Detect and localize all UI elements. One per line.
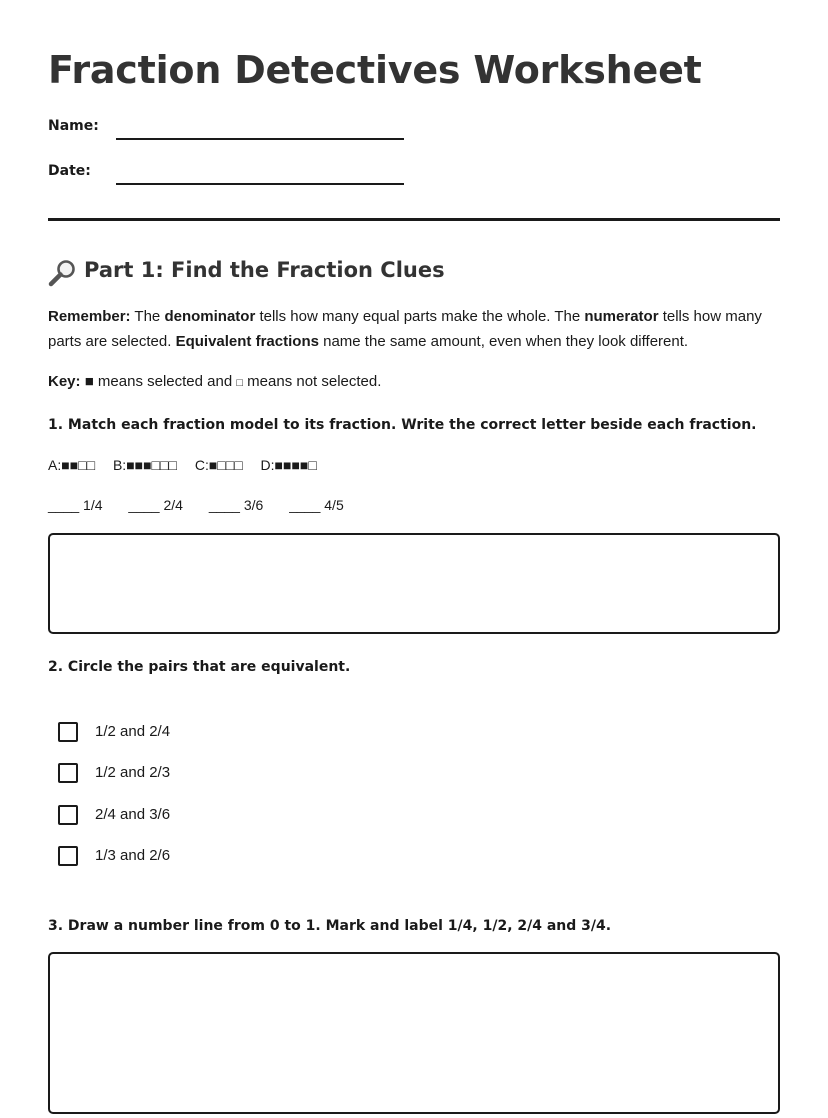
blank-fraction: 4/5 bbox=[324, 497, 344, 513]
date-label: Date: bbox=[48, 163, 91, 179]
blank-line: ____ bbox=[208, 497, 240, 513]
checkbox[interactable] bbox=[58, 805, 78, 825]
blank-fraction: 1/4 bbox=[83, 497, 103, 513]
blank-3-6[interactable] bbox=[209, 497, 264, 513]
choice-label: 1/2 and 2/4 bbox=[95, 723, 171, 740]
blank-line: ____ bbox=[128, 497, 160, 513]
question-3-prompt: 3. Draw a number line from 0 to 1. Mark and label 1/4, 1/2, 2/4 and 3/4. bbox=[48, 918, 612, 934]
model-squares: ■■□□ bbox=[61, 457, 96, 473]
part-title: Part 1: Find the Fraction Clues bbox=[84, 258, 445, 282]
checkbox[interactable] bbox=[58, 722, 78, 742]
remember-lead: Remember: bbox=[48, 308, 131, 325]
fraction-model-a bbox=[48, 457, 95, 473]
header-divider bbox=[48, 218, 780, 221]
question-3-answer-box[interactable] bbox=[48, 952, 780, 1114]
blank-fraction: 3/6 bbox=[243, 497, 264, 513]
page-title: Fraction Detectives Worksheet bbox=[48, 48, 702, 92]
checkbox[interactable] bbox=[58, 763, 78, 783]
name-field-row bbox=[48, 118, 408, 142]
remember-text: tells how many parts are selected. bbox=[48, 308, 762, 350]
key-lead: Key: bbox=[48, 373, 81, 390]
blank-line: ____ bbox=[289, 497, 321, 513]
remember-text: name the same amount, even when they look different. bbox=[318, 333, 689, 350]
fraction-models bbox=[48, 457, 331, 473]
blank-1-4[interactable] bbox=[48, 497, 103, 513]
choice-label: 2/4 and 3/6 bbox=[95, 806, 171, 823]
question-1-prompt: 1. Match each fraction model to its fraction. Write the correct letter beside each fraction. bbox=[48, 417, 757, 433]
remember-text: tells how many equal parts make the whole. The bbox=[255, 308, 585, 325]
model-squares: ■■■■□ bbox=[274, 457, 317, 473]
choice-label: 1/3 and 2/6 bbox=[95, 847, 171, 864]
blank-2-4[interactable] bbox=[128, 497, 183, 513]
checkbox[interactable] bbox=[58, 846, 78, 866]
model-letter: A: bbox=[48, 457, 62, 473]
remember-text: The bbox=[130, 308, 165, 325]
fraction-model-b bbox=[113, 457, 177, 473]
model-letter: B: bbox=[112, 457, 127, 473]
key-text: means selected and bbox=[93, 373, 237, 390]
name-label: Name: bbox=[48, 118, 99, 134]
blank-line: ____ bbox=[48, 497, 80, 513]
question-2-prompt: 2. Circle the pairs that are equivalent. bbox=[48, 659, 351, 675]
magnifying-glass-icon bbox=[48, 259, 78, 287]
empty-square-symbol: □ bbox=[236, 377, 243, 389]
fraction-blanks bbox=[48, 497, 366, 513]
numerator-term: numerator bbox=[584, 308, 659, 325]
name-field[interactable] bbox=[116, 138, 404, 140]
date-field-row bbox=[48, 163, 408, 187]
model-squares: ■□□□ bbox=[208, 457, 243, 473]
denominator-term: denominator bbox=[164, 308, 256, 325]
key-text: means not selected. bbox=[243, 373, 382, 390]
model-squares: ■■■□□□ bbox=[126, 457, 177, 473]
fraction-model-c bbox=[195, 457, 243, 473]
model-letter: C: bbox=[194, 457, 209, 473]
key-paragraph bbox=[48, 369, 780, 396]
blank-fraction: 2/4 bbox=[163, 497, 183, 513]
equivalent-fractions-term: Equivalent fractions bbox=[175, 333, 319, 350]
remember-paragraph bbox=[48, 304, 780, 354]
model-letter: D: bbox=[260, 457, 275, 473]
choice-label: 1/2 and 2/3 bbox=[95, 764, 171, 781]
question-1-answer-box[interactable] bbox=[48, 533, 780, 634]
fraction-model-d bbox=[261, 457, 317, 473]
filled-square-symbol: ■ bbox=[84, 373, 94, 390]
date-field[interactable] bbox=[116, 183, 404, 185]
blank-4-5[interactable] bbox=[289, 497, 344, 513]
